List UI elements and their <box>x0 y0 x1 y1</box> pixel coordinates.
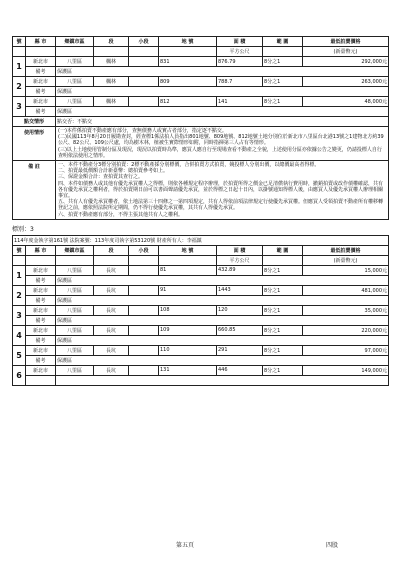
row-number: 6 <box>13 365 26 385</box>
remark-row <box>13 375 389 385</box>
district-cell: 八里區 <box>56 345 94 355</box>
area-cell: 1443 <box>217 285 263 295</box>
unit-cell-empty <box>159 47 217 57</box>
section-cell: 楓林 <box>94 97 129 107</box>
remark-label: 備考 <box>26 295 56 305</box>
land-number-cell: 108 <box>159 305 217 315</box>
land-number-cell: 131 <box>159 365 217 375</box>
unit-cell-empty <box>263 255 303 265</box>
land-number-cell: 110 <box>159 345 217 355</box>
district-cell: 八里區 <box>56 265 94 275</box>
land-number-cell: 809 <box>159 77 217 87</box>
county-cell: 新北市 <box>26 305 56 315</box>
remark-label: 備考 <box>26 275 56 285</box>
unit-cell-empty <box>13 47 26 57</box>
district-cell: 八里區 <box>56 305 94 315</box>
county-cell: 新北市 <box>26 57 56 67</box>
price-cell: 220,000元 <box>303 325 389 335</box>
district-cell: 八里區 <box>56 77 94 87</box>
area-cell: 788.7 <box>217 77 263 87</box>
table-row <box>13 365 389 375</box>
price-cell: 35,000元 <box>303 305 389 315</box>
remark-value: 保護區 <box>56 67 389 77</box>
range-cell: 8分之1 <box>263 365 303 375</box>
land-table-3 <box>12 235 389 386</box>
occupancy-value: 點交否：不點交 <box>56 117 389 127</box>
unit-cell-empty <box>94 255 129 265</box>
auction-sheet <box>12 36 388 386</box>
county-cell: 新北市 <box>26 265 56 275</box>
range-cell: 8分之1 <box>263 57 303 67</box>
column-header: 範 圍 <box>263 245 303 255</box>
area-cell: 446 <box>217 365 263 375</box>
district-cell: 八里區 <box>56 57 94 67</box>
remarks-note: 二、拍賣最低價額合計新臺幣：總拍賣參考如上。 <box>58 168 169 175</box>
remark-row <box>13 355 389 365</box>
area-unit: 平方公尺 <box>217 255 263 265</box>
usage-note: (二)民國113年8月20日履勘查封，經查標1係法拍人員指出801地號、809地號、812地號土地分別位於新北市八里區台北港13號之1建物北方約39公尺、82公尺、109公尺處，均為樹木林，植被生實際情形如附，同時指揮第三人占有等情形。 <box>58 134 384 147</box>
subsection-cell <box>129 305 159 315</box>
area-cell: 660.85 <box>217 325 263 335</box>
header-row <box>13 37 389 47</box>
unit-cell-empty <box>263 47 303 57</box>
unit-cell-empty <box>129 47 159 57</box>
area-cell: 120 <box>217 305 263 315</box>
table-row <box>13 77 389 87</box>
occupancy-row <box>13 117 389 127</box>
remark-label <box>26 375 56 385</box>
subsection-cell <box>129 77 159 87</box>
column-header: 號 <box>13 245 26 255</box>
row-number: 5 <box>13 345 26 365</box>
remark-label: 備考 <box>26 355 56 365</box>
column-header: 面 積 <box>217 37 263 47</box>
clerk-label: 四股 <box>326 542 339 549</box>
column-header: 地 號 <box>159 37 217 47</box>
section-cell: 楓林 <box>94 57 129 67</box>
land-number-cell: 81 <box>159 265 217 275</box>
column-header: 縣 市 <box>26 37 56 47</box>
column-header: 範 圍 <box>263 37 303 47</box>
column-header: 段 <box>94 37 129 47</box>
usage-label: 使用情形 <box>13 127 56 161</box>
usage-note: (一)本件係拍賣不動產應有部分，查無債務人或實占者部分，指定逐不點交。 <box>58 128 227 134</box>
price-cell: 48,000元 <box>303 97 389 107</box>
land-number-cell: 812 <box>159 97 217 107</box>
subsection-cell <box>129 325 159 335</box>
subsection-cell <box>129 285 159 295</box>
column-header: 小段 <box>129 37 159 47</box>
table-row <box>13 325 389 335</box>
unit-row <box>13 255 389 265</box>
header-row <box>13 245 389 255</box>
row-number: 3 <box>13 305 26 325</box>
price-cell: 15,000元 <box>303 265 389 275</box>
remark-row <box>13 335 389 345</box>
unit-row <box>13 47 389 57</box>
remark-value: 保護區 <box>56 355 389 365</box>
section-cell: 長坑 <box>94 285 129 295</box>
range-cell: 8分之1 <box>263 97 303 107</box>
remark-row <box>13 295 389 305</box>
price-unit: (新臺幣元) <box>303 255 389 265</box>
remark-row <box>13 67 389 77</box>
remarks-label: 備 註 <box>13 161 56 220</box>
unit-cell-empty <box>56 255 94 265</box>
remark-label: 備考 <box>26 87 56 97</box>
remark-label: 備考 <box>26 67 56 77</box>
remarks-note: 六、拍賣不動產應有部分，不得主張其他共有人之權利。 <box>58 211 184 218</box>
table-row <box>13 265 389 275</box>
case-title-row <box>13 235 389 245</box>
remark-row <box>13 315 389 325</box>
district-cell: 八里區 <box>56 285 94 295</box>
subsection-cell <box>129 345 159 355</box>
area-cell: 432.89 <box>217 265 263 275</box>
land-table-1 <box>12 36 389 220</box>
row-number: 2 <box>13 77 26 97</box>
table-row <box>13 345 389 355</box>
remarks-notes <box>56 161 389 220</box>
price-unit: (新臺幣元) <box>303 47 389 57</box>
row-number: 2 <box>13 285 26 305</box>
occupancy-label: 點交情形 <box>13 117 56 127</box>
land-number-cell: 109 <box>159 325 217 335</box>
county-cell: 新北市 <box>26 325 56 335</box>
range-cell: 8分之1 <box>263 77 303 87</box>
unit-cell-empty <box>159 255 217 265</box>
subsection-cell <box>129 97 159 107</box>
remarks-row <box>13 161 389 220</box>
unit-cell-empty <box>56 47 94 57</box>
remark-label: 備考 <box>26 315 56 325</box>
table-row <box>13 57 389 67</box>
remark-label: 備考 <box>26 107 56 117</box>
remarks-note: 四、本件如債務人或其他有優先承買權人之得標，則依各種規定程序辦理，於拍賣所得之價金已足清償執行費用時，撤銷拍賣或改作債權確認，共有各有優先承買之權利者，得於拍賣期日前可以書面聲請優先承買，並於得標之日起十日內，以掛號通知得標人後，由應買人及優先承買權人辦理相關事宜。 <box>58 180 384 200</box>
section-cell: 長坑 <box>94 345 129 355</box>
section-cell: 長坑 <box>94 365 129 375</box>
unit-cell-empty <box>13 255 26 265</box>
remarks-note: 一、本件不動產分3標分別拍賣：2標不動產採分別標價，合併拍賣方式拍賣，競投標人分別出價，以總價最高者得標。 <box>58 162 320 169</box>
county-cell: 新北市 <box>26 285 56 295</box>
county-cell: 新北市 <box>26 365 56 375</box>
price-cell: 292,000元 <box>303 57 389 67</box>
price-cell: 149,000元 <box>303 365 389 375</box>
column-header: 號 <box>13 37 26 47</box>
column-header: 最低拍賣價格 <box>303 37 389 47</box>
remark-row <box>13 275 389 285</box>
area-cell: 141 <box>217 97 263 107</box>
price-cell: 263,000元 <box>303 77 389 87</box>
column-header: 地 號 <box>159 245 217 255</box>
land-number-cell: 91 <box>159 285 217 295</box>
area-cell: 876.79 <box>217 57 263 67</box>
row-number: 3 <box>13 97 26 117</box>
district-cell: 八里區 <box>56 365 94 375</box>
section-cell: 長坑 <box>94 325 129 335</box>
subsection-cell <box>129 57 159 67</box>
remarks-note: 五、共有人有優先承買權者，依土地法第三十四條之一第四項規定，共有人得依前項法律規定行使優先承買權。但應買人受領拍賣不動產所有權移轉登記之前，應依照法院所定期間，仍不得行使優先承買權，其共有人得優先承買。 <box>58 199 384 212</box>
row-number: 1 <box>13 265 26 285</box>
column-header: 小段 <box>129 245 159 255</box>
subsection-cell <box>129 265 159 275</box>
row-number: 1 <box>13 57 26 77</box>
case-title: 114年度金執字第161號 法院案號：113年度司執字第53120號 財產所有人：李福鎮 <box>13 235 389 245</box>
row-number: 4 <box>13 325 26 345</box>
section-cell: 長坑 <box>94 265 129 275</box>
unit-cell-empty <box>129 255 159 265</box>
range-cell: 8分之1 <box>263 265 303 275</box>
column-header: 鄉鎮市區 <box>56 37 94 47</box>
range-cell: 8分之1 <box>263 305 303 315</box>
remark-row <box>13 107 389 117</box>
range-cell: 8分之1 <box>263 345 303 355</box>
unit-cell-empty <box>26 255 56 265</box>
county-cell: 新北市 <box>26 77 56 87</box>
subsection-cell <box>129 365 159 375</box>
remark-value <box>56 375 389 385</box>
column-header: 面 積 <box>217 245 263 255</box>
remark-value: 保護區 <box>56 87 389 97</box>
column-header: 鄉鎮市區 <box>56 245 94 255</box>
column-header: 縣 市 <box>26 245 56 255</box>
section-cell: 楓林 <box>94 77 129 87</box>
usage-note: (三)以上土地使用管制分區及現況，現況以拍賣時為準，應買人應自行至現場查看不動產之全貌，上述使用分區亦依據公告之變更，仍請投標人自行查明依法使用之情形。 <box>58 146 382 159</box>
area-cell: 291 <box>217 345 263 355</box>
table-row <box>13 305 389 315</box>
page-number: 第五頁 <box>176 542 195 549</box>
lot-label: 標別：3 <box>12 225 34 233</box>
range-cell: 8分之1 <box>263 325 303 335</box>
county-cell: 新北市 <box>26 345 56 355</box>
usage-notes <box>56 127 389 161</box>
usage-row <box>13 127 389 161</box>
remark-value: 保護區 <box>56 107 389 117</box>
remark-value: 保護區 <box>56 315 389 325</box>
section-cell: 長坑 <box>94 305 129 315</box>
district-cell: 八里區 <box>56 325 94 335</box>
column-header: 最低拍賣價格 <box>303 245 389 255</box>
county-cell: 新北市 <box>26 97 56 107</box>
table-row <box>13 285 389 295</box>
unit-cell-empty <box>94 47 129 57</box>
table-row <box>13 97 389 107</box>
remark-row <box>13 87 389 97</box>
district-cell: 八里區 <box>56 97 94 107</box>
range-cell: 8分之1 <box>263 285 303 295</box>
remark-value: 保護區 <box>56 295 389 305</box>
remark-value: 保護區 <box>56 335 389 345</box>
price-cell: 97,000元 <box>303 345 389 355</box>
area-unit: 平方公尺 <box>217 47 263 57</box>
remark-value: 保護區 <box>56 275 389 285</box>
column-header: 段 <box>94 245 129 255</box>
remark-label: 備考 <box>26 335 56 345</box>
land-number-cell: 831 <box>159 57 217 67</box>
remarks-note: 三、保證金額合計：查拍賣其查行之。 <box>58 174 144 181</box>
unit-cell-empty <box>26 47 56 57</box>
price-cell: 481,000元 <box>303 285 389 295</box>
